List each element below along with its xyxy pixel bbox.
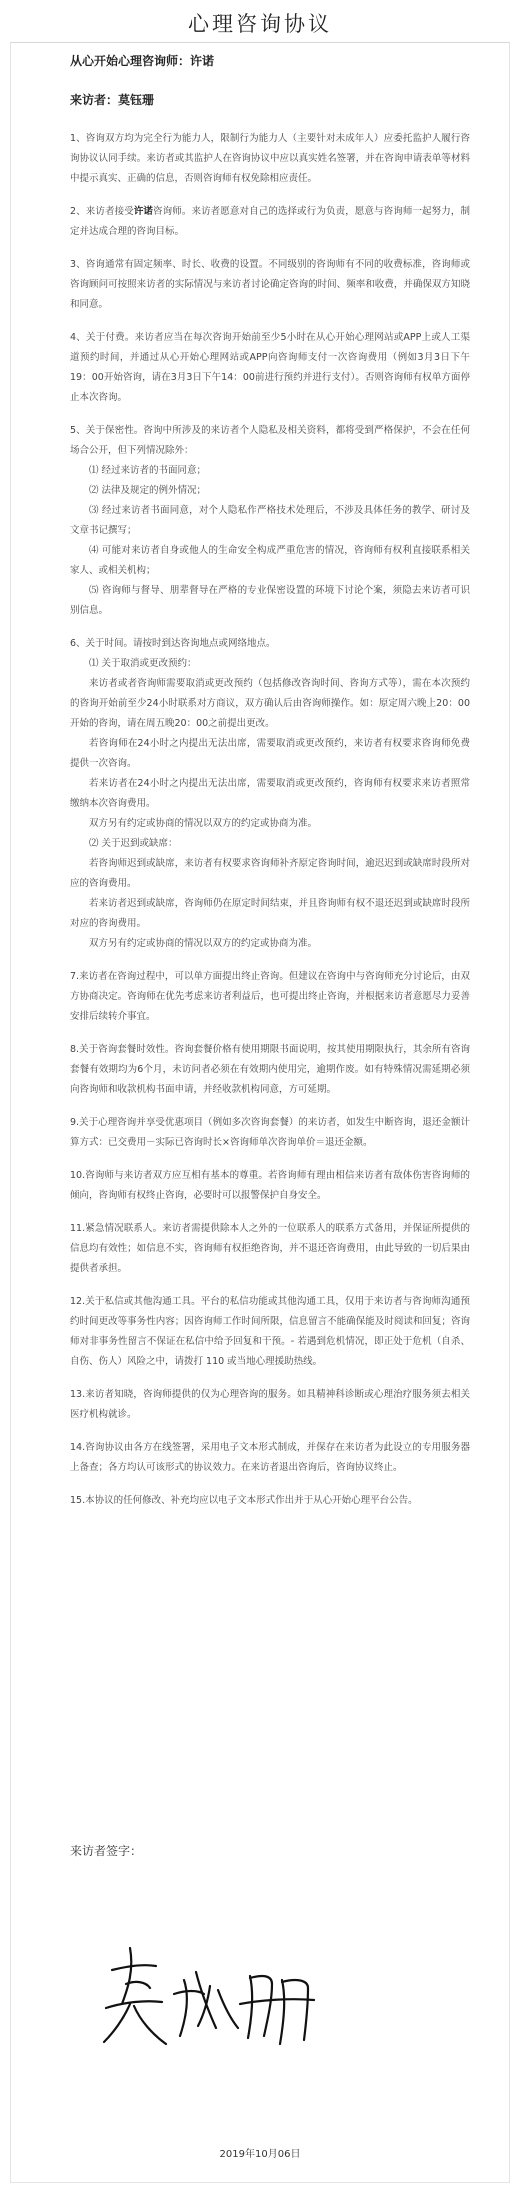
clause-6-paragraph: 若咨询师在24小时之内提出无法出席，需要取消或更改预约，来访者有权要求咨询师免费提供一次咨询。 [70,738,470,769]
clause-1: 1、咨询双方均为完全行为能力人，限制行为能力人（主要针对未成年人）应委托监护人履行咨询协议认同手续。来访者或其监护人在咨询协议中应以真实姓名签署，并在咨询申请表单等材料中提示真实、正确的信息，否则咨询师有权免除相应责任。 [70,133,470,184]
clause-5-item: ⑸ 咨询师与督导、朋辈督导在严格的专业保密设置的环境下讨论个案，须隐去来访者可识别信息。 [70,585,470,616]
document-date: 2019年10月06日 [219,2149,301,2160]
clause-11: 11.紧急情况联系人。来访者需提供除本人之外的一位联系人的联系方式备用，并保证所提供的信息均有效性；如信息不实，咨询师有权拒绝咨询，并不退还咨询费用，由此导致的一切后果由提供者承担。 [70,1223,470,1274]
clause-6-paragraph: 双方另有约定或协商的情况以双方的约定或协商为准。 [89,818,318,829]
clause-5-item: ⑷ 可能对来访者自身或他人的生命安全构成严重危害的情况，咨询师有权利直接联系相关家人、或相关机构； [70,545,470,576]
clause-12: 12.关于私信或其他沟通工具。平台的私信功能或其他沟通工具，仅用于来访者与咨询师沟通预约时间更改等事务性内容；因咨询师工作时间所限，信息留言不能确保能及时阅读和回复；咨询师对非事务性留言不保证在私信中给予回复和干预。- 若遇到危机情况，即正处于危机（自杀、自伤、伤人）风险之中，请拨打 110 或当地心理援助热线。 [70,1296,470,1367]
clause-2-rest: 咨询师。来访者愿意对自己的选择或行为负责，愿意与咨询师一起努力，制定并达成合理的咨询目标。 [70,206,470,237]
counselor-name: 许诺 [133,206,154,217]
clause-6-paragraph: 若来访者在24小时之内提出无法出席，需要取消或更改预约，咨询师有权要求来访者照常缴纳本次咨询费用。 [70,778,470,809]
clause-9: 9.关于心理咨询并享受优惠项目（例如多次咨询套餐）的来访者，如发生中断咨询，退还金额计算方式：已交费用－实际已咨询时长×咨询师单次咨询单价＝退还金额。 [70,1117,470,1148]
clause-6-subtitle: ⑵ 关于迟到或缺席： [89,838,178,849]
clause-6-paragraph: 若来访者迟到或缺席，咨询师仍在原定时间结束，并且咨询师有权不退还迟到或缺席时段所对应的咨询费用。 [70,898,470,929]
clause-6 [70,634,470,954]
clause-6-intro: 6、关于时间。请按时到达咨询地点或网络地点。 [70,638,276,649]
clause-5-item: ⑶ 经过来访者书面同意，对个人隐私作严格技术处理后，不涉及具体任务的教学、研讨及文章书记撰写； [70,505,470,536]
clause-8: 8.关于咨询套餐时效性。咨询套餐价格有使用期限书面说明，按其使用期限执行，其余所有咨询套餐有效期均为6个月，未访问者必须在有效期内使用完，逾期作废。如有特殊情况需延期必须向咨询师和收款机构书面申请，并经收款机构同意，方可延期。 [70,1044,470,1095]
clause-5-intro: 5、关于保密性。咨询中所涉及的来访者个人隐私及相关资料，都将受到严格保护，不会在任何场合公开，但下列情况除外： [70,425,470,456]
page-title: 心理咨询协议 [188,12,332,36]
clause-6-paragraph: 若咨询师迟到或缺席，来访者有权要求咨询师补齐原定咨询时间，逾迟迟到或缺席时段所对应的咨询费用。 [70,858,470,889]
clause-5-item: ⑴ 经过来访者的书面同意； [89,465,207,476]
clause-5-item: ⑵ 法律及规定的例外情况； [89,485,207,496]
agreement-body [70,52,470,1524]
clause-3: 3、咨询通常有固定频率、时长、收费的设置。不同级别的咨询师有不同的收费标准，咨询师或咨询顾问可按照来访者的实际情况与来访者讨论确定咨询的时间、频率和收费，并确保双方知晓和同意。 [70,259,470,310]
clause-5 [70,421,470,621]
clause-6-subtitle: ⑴ 关于取消或更改预约： [89,658,197,669]
clause-2-prefix: 2、来访者接受 [70,206,134,217]
clause-10: 10.咨询师与来访者双方应互相有基本的尊重。若咨询师有理由相信来访者有敌体伤害咨询师的倾向，咨询师有权终止咨询，必要时可以报警保护自身安全。 [70,1170,470,1201]
clause-15: 15.本协议的任何修改、补充均应以电子文本形式作出并于从心开始心理平台公告。 [70,1495,418,1506]
visitor-line: 来访者：莫钰珊 [70,93,155,107]
clause-4: 4、关于付费。来访者应当在每次咨询开始前至少5小时在从心开始心理网站或APP上或人工渠道预约时间，并通过从心开始心理网站或APP向咨询师支付一次咨询费用（例如3月3日下午19：00开始咨询，请在3月3日下午14：00前进行预约并进行支付）。否则咨询师有权单方面停止本次咨询。 [70,332,470,403]
counselor-line: 从心开始心理咨询师：许诺 [70,54,215,68]
clause-14: 14.咨询协议由各方在线签署，采用电子文本形式制成，并保存在来访者为此设立的专用服务器上备查；各方均认可该形式的协议效力。在来访者退出咨询后，咨询协议终止。 [70,1442,470,1473]
clause-6-paragraph: 双方另有约定或协商的情况以双方的约定或协商为准。 [89,938,318,949]
handwritten-signature [100,1940,320,2050]
clause-7: 7.来访者在咨询过程中，可以单方面提出终止咨询。但建议在咨询中与咨询师充分讨论后，由双方协商决定。咨询师在优先考虑来访者利益后，也可提出终止咨询，并根据来访者意愿尽力妥善安排后续转介事宜。 [70,971,470,1022]
clause-6-paragraph: 来访者或者咨询师需要取消或更改预约（包括修改咨询时间、咨询方式等），需在本次预约的咨询开始前至少24小时联系对方商议，双方确认后由咨询师操作。如：原定周六晚上20：00开始的咨询，请在周五晚20：00之前提出更改。 [70,678,470,729]
clause-2 [70,202,470,242]
clause-13: 13.来访者知晓，咨询师提供的仅为心理咨询的服务。如具精神科诊断或心理治疗服务须去相关医疗机构就诊。 [70,1389,470,1420]
signature-label: 来访者签字： [70,1844,143,1858]
